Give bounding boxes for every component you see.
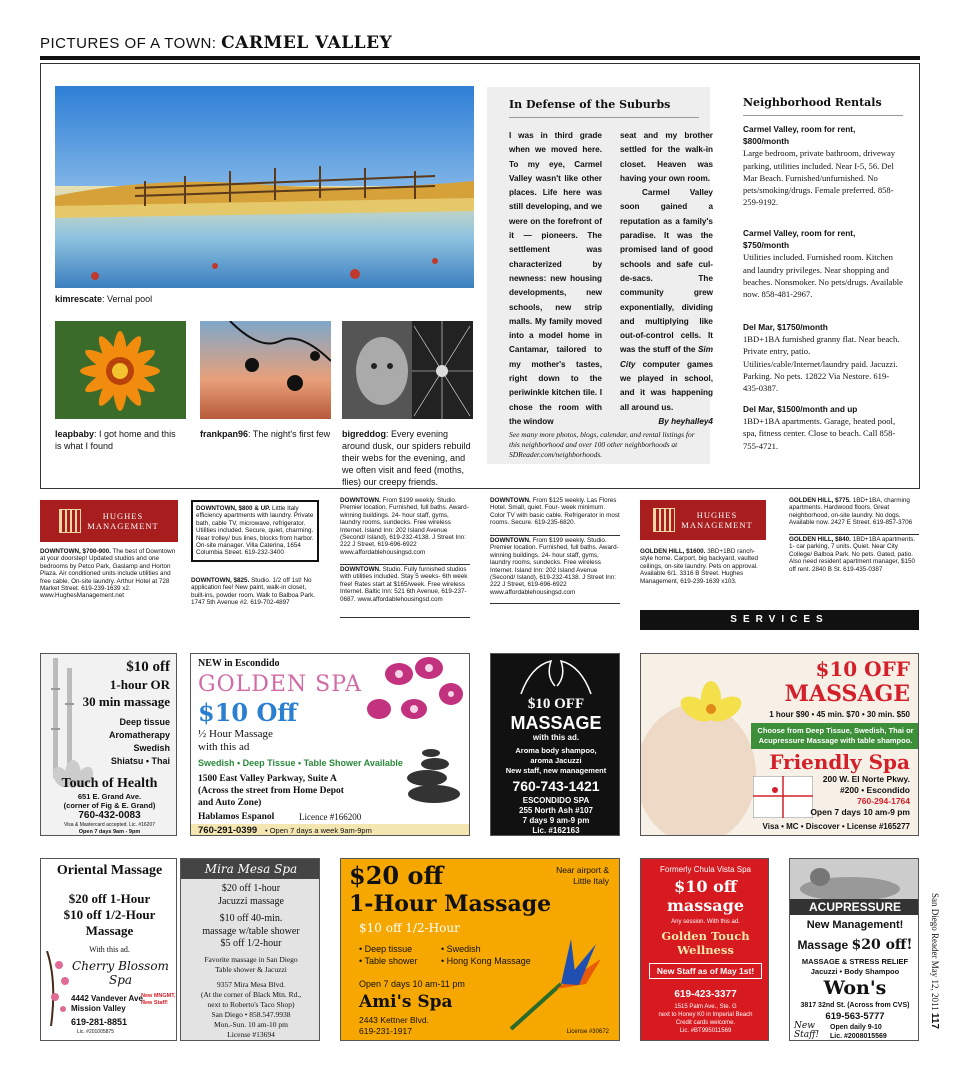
town-name: CARMEL VALLEY — [221, 33, 393, 53]
ad-business-name: ESCONDIDO SPA — [522, 796, 590, 805]
rental-listing[interactable] — [743, 123, 903, 208]
rental-listing[interactable] — [743, 403, 903, 452]
classified-ad-boxed[interactable] — [191, 500, 319, 562]
rental-body: 1BD+1BA apartments. Garage, heated pool, spa, fitness center. Close to beach. Call 858-755-4721. — [743, 416, 896, 451]
wons-acupressure-ad[interactable] — [789, 858, 919, 1041]
ad-offer: $5 off 1/2-hour — [220, 938, 282, 949]
ad-license: Licence #166200 — [299, 812, 362, 822]
logo-line: MANAGEMENT — [681, 520, 753, 530]
ad-headline: MASSAGE — [510, 713, 602, 733]
logo-line: MANAGEMENT — [87, 521, 159, 531]
essay-box — [487, 87, 713, 464]
rental-head: Del Mar, $1500/month and up — [743, 404, 858, 414]
ad-hours: Open daily 9-10 — [830, 1024, 882, 1031]
ad-phone[interactable]: 760-743-1421 — [512, 778, 600, 794]
classified-head: DOWNTOWN. — [340, 566, 381, 573]
ad-price: $10 off — [126, 659, 170, 675]
classified-body: The best of Downtown at your doorstep! Updated studios and one bedrooms by Petco Park, Gaslamp and Horton Plaza. Air conditioned units include utilities and free cable. On-site laundry. Arthur Hotel at 728 Market Street. 619-239-1639 x2. www.HughesManagement.net — [40, 548, 176, 600]
ad-offer: massage w/table shower — [202, 925, 300, 937]
service-item: MASSAGE & STRESS RELIEF — [801, 957, 909, 966]
address-line: (Across the street from Home Depot — [198, 786, 344, 796]
services-bar: SERVICES — [640, 610, 919, 630]
ad-offer: $20 off 1-hour — [221, 883, 281, 894]
ad-tagline: Formerly Chula Vista Spa — [660, 865, 751, 874]
essay-paragraph: computer games we played in school, and it was happening all around us. — [620, 359, 713, 412]
ad-language: Hablamos Espanol — [198, 812, 275, 822]
mira-mesa-spa-ad[interactable] — [180, 858, 320, 1041]
ad-hours: Open 7 days 10 am-9 pm — [810, 807, 910, 817]
classified-ad[interactable] — [490, 497, 620, 527]
photo-user[interactable]: frankpan96 — [200, 429, 249, 439]
service-item: Deep tissue — [364, 944, 413, 954]
ad-fine-print: Any session. With this ad. — [671, 919, 740, 925]
service-item: Swedish — [133, 743, 170, 753]
massage-photo — [790, 859, 919, 901]
hands-icon — [511, 656, 601, 696]
flower-hand-icon — [641, 654, 761, 836]
ad-business-name: Touch of Health — [61, 776, 158, 791]
rentals-title: Neighborhood Rentals — [743, 96, 903, 116]
ad-business-name: Won's — [823, 977, 887, 999]
ad-offer: $10 off 40-min. — [219, 913, 283, 924]
essay-paragraph: Carmel Valley soon gained a reputation as a family's paradise. It was the promised land of good schools and safe cul-de-sacs. The community grew exponentially, dividing and multiplying like out-of-control cells. It was the stuff of the — [620, 188, 713, 355]
classified-ad[interactable] — [640, 548, 766, 585]
ad-hours: Open 7 days 10 am-11 pm — [359, 979, 465, 989]
service-item: Hong Kong Massage — [446, 956, 531, 966]
hughes-logo — [40, 500, 178, 542]
ad-price: $10 Off — [198, 698, 298, 727]
divider — [490, 603, 620, 604]
hughes-logo — [640, 500, 766, 540]
rental-body: 1BD+1BA furnished granny flat. Near beach. Private entry, patio. Utilities/cable/Internet/laundry paid. Jacuzzi. Parking. No pets. 12822 Via Nestore. 619-435-0387. — [743, 334, 900, 394]
classified-head: DOWNTOWN. — [490, 537, 531, 544]
golden-spa-ad[interactable] — [190, 653, 470, 836]
ad-address — [41, 792, 177, 810]
spider-photo[interactable] — [342, 321, 473, 419]
photo-caption-3 — [200, 428, 331, 440]
address-line: Mission Valley — [71, 1004, 126, 1013]
divider — [340, 564, 470, 565]
escondido-spa-ad[interactable] — [490, 653, 620, 836]
night-sky-photo[interactable] — [200, 321, 331, 419]
ad-business-name: Ami's Spa — [359, 992, 453, 1012]
essay-paragraph: seat and my brother settled for the walk-in closet. Heaven was having your own room. — [620, 131, 713, 183]
service-item: Table shower — [364, 956, 418, 966]
ad-badge: New MNGMT. New Staff! — [141, 993, 176, 1006]
classified-ad[interactable] — [340, 497, 470, 556]
ad-hours: • Open 7 days a week 9am-9pm — [265, 826, 372, 835]
service-item: Favorite massage in San Diego — [204, 955, 298, 964]
ad-hours: 7 days 9 am-9 pm — [522, 816, 590, 825]
address-line: next to Honey K0 in Imperial Beach — [658, 1012, 753, 1018]
ad-hours: Open 7 days 9am - 9pm — [78, 829, 141, 835]
building-icon — [653, 508, 675, 532]
ad-price: $20 off — [349, 861, 444, 890]
essay-footer[interactable]: See many more photos, blogs, calendar, and rental listings for this neighborhood and over 100 other neighborhoods at SDReader.com/neighborhoods. — [509, 430, 695, 459]
address-line: next to Roberto's Taco Shop) — [207, 1000, 295, 1009]
flower-photo[interactable] — [55, 321, 186, 419]
ad-badge: New Staff as of May 1st! — [649, 963, 762, 979]
service-item: Aromatherapy — [108, 730, 170, 740]
ad-offer: 30 min massage — [82, 694, 170, 709]
classified-ad[interactable] — [789, 497, 919, 527]
rental-listing[interactable] — [743, 321, 903, 394]
edition-text: San Diego Reader May 12, 2011 — [930, 893, 940, 1011]
ad-offers — [41, 891, 177, 939]
ad-offer: $10 off 1/2-Hour — [359, 921, 460, 935]
ad-headline: Oriental Massage — [56, 863, 163, 878]
ad-phone[interactable]: 619-423-3377 — [674, 989, 737, 1000]
essay-column-1: I was in third grade when we moved here. To my eye, Carmel Valley wasn't like other places. Life here was still developing, and we were on the forefront of it — pioneers. The settlement was characterized by newness: new housing developments, new schools, new strip malls. My family moved into a model home in Cantamar, tailored to my mother's tastes, right down to the periwinkle kitchen tile. I chose the room with the window — [509, 131, 602, 426]
ad-phone[interactable]: 760-291-0399 — [198, 825, 258, 836]
ad-address — [181, 980, 320, 1040]
ad-fine-print: Visa & Mastercard accepted. Lic. #16207 — [63, 822, 156, 828]
ad-headline: MASSAGE — [784, 681, 910, 707]
classified-body: Studio. 1/2 off 1st! No application fee! New paint, walk-in closet, built-ins, powder room. Walk to Balboa Park. 1747 5th Avenue #2. 619-702-4897 — [191, 577, 316, 607]
ad-price: $10 OFF — [815, 657, 910, 681]
ad-services — [491, 746, 620, 776]
ad-services: Choose from Deep Tissue, Swedish, Thai or Acupressure Massage with table shampoo. — [751, 723, 919, 749]
rental-head: Del Mar, $1750/month — [743, 322, 828, 332]
classified-head: DOWNTOWN, $700-900. — [40, 548, 111, 555]
classified-head: DOWNTOWN, $800 & UP. — [196, 505, 271, 512]
ad-offer: Jacuzzi massage — [218, 895, 284, 907]
ad-badge: New Staff! — [794, 1021, 820, 1040]
golden-touch-wellness-ad[interactable] — [640, 858, 769, 1041]
classified-body: 1BD+1BA, charming apartments. Hardwood floors. Great neighborhood, on-site laundry. No dogs. Available now. 2427 E Street. 619-857-3706 — [789, 497, 913, 527]
service-item: Jacuzzi • Body Shampoo — [810, 967, 900, 976]
rental-head: Carmel Valley, room for rent, $750/month — [743, 228, 856, 251]
ad-business-name: Friendly Spa — [769, 750, 910, 774]
ad-license: Lic. #2008015569 — [830, 1033, 887, 1040]
ad-offer: Massage — [797, 938, 849, 952]
ad-offer: with this ad — [198, 741, 250, 753]
essay-italic: Sim City — [620, 345, 713, 369]
classified-ad[interactable] — [191, 577, 319, 607]
essay-title: In Defense of the Suburbs — [509, 98, 671, 111]
service-item: aroma Jacuzzi — [530, 756, 582, 765]
page-number: 117 — [929, 1012, 940, 1030]
ad-headline: massage — [666, 896, 745, 915]
ad-phone[interactable]: 619-563-5777 — [825, 1011, 885, 1022]
ad-offer: $10 off 1/2-Hour — [63, 907, 156, 922]
ad-business-name: Mira Mesa Spa — [181, 859, 320, 879]
rental-head: Carmel Valley, room for rent, $800/month — [743, 124, 856, 147]
classified-head: DOWNTOWN. — [340, 497, 381, 504]
ad-offer: Massage — [85, 923, 134, 938]
ad-license: License #13694 — [227, 1030, 275, 1039]
ad-tagline: New Management! — [806, 919, 904, 931]
ad-phone[interactable]: 760-294-1764 — [857, 796, 910, 806]
essay-byline: By heyhalley4 — [658, 416, 713, 426]
ad-address — [71, 994, 145, 1014]
ad-license: Lic. #BT995011569 — [679, 1028, 732, 1034]
ad-address — [359, 1015, 429, 1037]
photo-user[interactable]: kimrescate — [55, 294, 103, 304]
service-item: New staff, new management — [505, 766, 607, 775]
ad-hours: Mon.-Sun. 10 am-10 pm — [214, 1020, 288, 1029]
ad-license: Lic. #162163 — [532, 826, 580, 835]
classified-body: Studio. Fully furnished studios with utilities included. Stay 5 weeks- 6th week free! Rates start at $165/week. Free wireless Internet. Baltic Inn: 521 6th Avenue, 619-237-0687. www.affordablehousingsd.com — [340, 566, 468, 603]
location-line: Near airport & — [556, 865, 609, 875]
bird-of-paradise-icon — [501, 929, 611, 1039]
ad-address — [641, 1003, 769, 1035]
ad-phone[interactable]: 619-231-1917 — [359, 1026, 412, 1036]
address-line: 3817 32nd St. (Across from CVS) — [800, 1002, 910, 1009]
ad-price: $20 off! — [851, 937, 913, 953]
ad-headline: ACUPRESSURE — [790, 899, 919, 915]
ad-address — [491, 796, 620, 836]
address-line: 2443 Kettner Blvd. — [359, 1015, 429, 1025]
rental-body: Large bedroom, private bathroom, driveway parking, utilities included. Near I-5, 56. Del Mar Beach. Furnished/unfurnished. No pets/smoking/drugs. Female preferred. 858-259-9192. — [743, 148, 896, 208]
classified-head: DOWNTOWN, $825. — [191, 577, 250, 584]
classified-body: From $199 weekly. Studio. Premier location. Furnished, full baths. Award-winning buildings. 24- hour staff, gyms, laundry rooms, sundecks. Free wireless Internet. Island Inn: 202 Island Avenue (Second/ Island), 619-232-4138. J Street Inn: 222 J Street, 619-696-6922 www.affordablehousingsd.com — [340, 497, 469, 556]
ad-services: Swedish • Deep Tissue • Table Shower Available — [198, 758, 403, 768]
photo-caption-1 — [55, 293, 152, 305]
service-item: Swedish — [446, 944, 481, 954]
ad-price: $10 off — [674, 877, 737, 896]
service-item: Table shower & Jacuzzi — [215, 965, 287, 974]
ad-phone[interactable]: 760-432-0083 — [78, 810, 141, 821]
address-line: 255 North Ash #107 — [519, 806, 593, 815]
classified-ad[interactable] — [789, 536, 919, 573]
photo-caption-text: : Vernal pool — [102, 294, 153, 304]
address-line: and Auto Zone) — [198, 798, 262, 808]
ad-business-name: Golden Touch Wellness — [661, 929, 750, 957]
classified-ad[interactable] — [340, 566, 470, 603]
address-line: (corner of Fig & E. Grand) — [63, 801, 156, 810]
address-line: 1500 East Valley Parkway, Suite A — [198, 774, 337, 784]
friendly-spa-ad[interactable] — [640, 653, 919, 836]
edition-sidebar — [928, 893, 942, 1043]
divider — [490, 535, 620, 536]
map-icon — [753, 776, 813, 818]
photo-caption-text: : The night's first few — [248, 429, 331, 439]
ad-tagline: NEW in Escondido — [198, 658, 280, 669]
orchid-icon — [359, 654, 470, 822]
address-line: 651 E. Grand Ave. — [77, 792, 142, 801]
ad-services: • Deep tissue • Table shower — [359, 944, 418, 966]
ad-business-name: GOLDEN SPA — [198, 672, 362, 697]
header-rule — [40, 56, 920, 60]
divider — [340, 617, 470, 618]
classified-body: From $125 weekly. Las Flores Hotel. Small, quiet. Four- week minimum. Color TV with basic cable. Refrigerator in most rooms. Secure. 619-235-6820. — [490, 497, 620, 527]
classified-ad[interactable] — [490, 537, 620, 596]
classified-head: GOLDEN HILL, $1600. — [640, 548, 706, 555]
address-line: #200 • Escondido — [839, 785, 910, 795]
ad-services: • Swedish • Hong Kong Massage — [441, 944, 531, 966]
amis-spa-ad[interactable] — [340, 858, 620, 1041]
rental-body: Utilities included. Furnished room. Kitchen and laundry privileges. Near shopping and beaches. Nonsmoker. No pets/drugs. Available now. 858-481-2967. — [743, 252, 903, 300]
ad-business-name: Cherry Blossom Spa — [72, 959, 169, 987]
classified-body: From $199 weekly. Studio. Premier location. Furnished, full baths. Award-winning buildings. 24- hour staff, gyms, laundry rooms, sundecks. Free wireless Internet. Island Inn: 202 Island Avenue (Second/ Island), 619-232-4138. J Street Inn: 222 J Street, 619-696-6922 www.affordablehousingsd.com — [490, 537, 619, 596]
classified-head: DOWNTOWN. — [490, 497, 531, 504]
ad-services — [181, 955, 320, 975]
ad-offer: ½ Hour Massage — [198, 728, 273, 740]
ad-license: License #30672 — [566, 1029, 609, 1035]
ad-headline: 1-Hour Massage — [349, 891, 552, 917]
essay-column-2 — [620, 129, 713, 429]
ad-fine-print: With this ad. — [89, 945, 130, 954]
section-heading — [40, 33, 392, 53]
classified-body: 1BD+1BA apartments. 1- car parking, 7 units. Quiet. Near City College/ Balboa Park. No pets. Gated, patio. Also need resident apartment manager, $150 off rent. 2840 B St. 619-435-0387 — [789, 536, 916, 573]
logo-line: HUGHES — [696, 510, 738, 520]
oriental-massage-ad[interactable] — [40, 858, 177, 1041]
ad-price: $10 OFF — [527, 696, 585, 712]
photo-caption-2 — [55, 428, 183, 452]
ad-license: Lic. #201005875 — [77, 1029, 114, 1035]
photo-caption-4 — [342, 428, 475, 488]
ad-hours-block — [830, 1023, 887, 1041]
ad-fine-print: Credit cards welcome. — [675, 1020, 736, 1026]
location-line: Little Italy — [573, 876, 609, 886]
ad-address — [810, 774, 910, 818]
photo-caption-text: : I got home and this is what I found — [55, 429, 176, 451]
ad-phone[interactable]: 619-281-8851 — [71, 1017, 128, 1027]
address-line: 4442 Vandever Ave. — [71, 994, 146, 1003]
ad-offer: 1-hour OR — [109, 677, 170, 692]
ad-location — [556, 865, 609, 887]
ad-rates: 1 hour $90 • 45 min. $70 • 30 min. $50 — [769, 710, 910, 719]
ad-services — [790, 957, 919, 977]
ad-address — [198, 773, 344, 809]
ad-offer: with this ad. — [532, 733, 580, 742]
ad-services — [109, 716, 170, 768]
divider — [789, 534, 919, 535]
address-line: (At the corner of Black Mtn. Rd., — [200, 990, 302, 999]
section-label: PICTURES OF A TOWN: — [40, 35, 217, 52]
service-item: Deep tissue — [119, 717, 170, 727]
photo-caption-text: : Every evening around dusk, our spiders rebuild their webs for the evening, and we often visit and feed (moths, flies) our creepy friends. — [342, 429, 471, 487]
classified-body: 3BD+1BD ranch- style home. Carport, big backyard, vaulted ceilings, on-site laundry. Pets on approval. Available 6/1. 3316 B Street. Hughes Management, 619-239-1639 x103. — [640, 548, 758, 585]
rental-listing[interactable] — [743, 227, 903, 300]
photo-user[interactable]: bigreddog — [342, 429, 386, 439]
rentals-section — [743, 96, 903, 451]
classified-head: GOLDEN HILL, $775. — [789, 497, 851, 504]
classified-body: Little Italy efficiency apartments with laundry. Private bath, cable TV, microwave, refrigerator. Utilities included. Secure, quiet, charming. Near trolley/ bus lines, blocks from harbor. On-site manager. Villa Caterina, 1654 Columbia Street. 619-232-3400 — [196, 505, 314, 557]
classified-ad[interactable] — [40, 548, 178, 600]
classified-head: GOLDEN HILL, $840. — [789, 536, 851, 543]
ad-offer: $20 off 1-Hour — [68, 891, 151, 906]
ad-offers — [181, 883, 320, 951]
ad-license: Visa • MC • Discover • License #165277 — [762, 822, 910, 831]
building-icon — [59, 509, 81, 533]
ad-phone[interactable]: San Diego • 858.547.9938 — [211, 1010, 291, 1019]
logo-line: HUGHES — [102, 511, 144, 521]
address-line: 1515 Palm Ave., Ste. G — [674, 1004, 737, 1010]
address-line: 9357 Mira Mesa Blvd. — [217, 980, 285, 989]
service-item: Shiatsu • Thai — [110, 756, 170, 766]
touch-of-health-ad[interactable] — [40, 653, 177, 836]
photo-user[interactable]: leapbaby — [55, 429, 95, 439]
address-line: 200 W. El Norte Pkwy. — [822, 774, 910, 784]
essay-rule — [509, 117, 699, 118]
service-item: Aroma body shampoo, — [515, 746, 597, 755]
vernal-pool-photo[interactable] — [55, 86, 474, 288]
